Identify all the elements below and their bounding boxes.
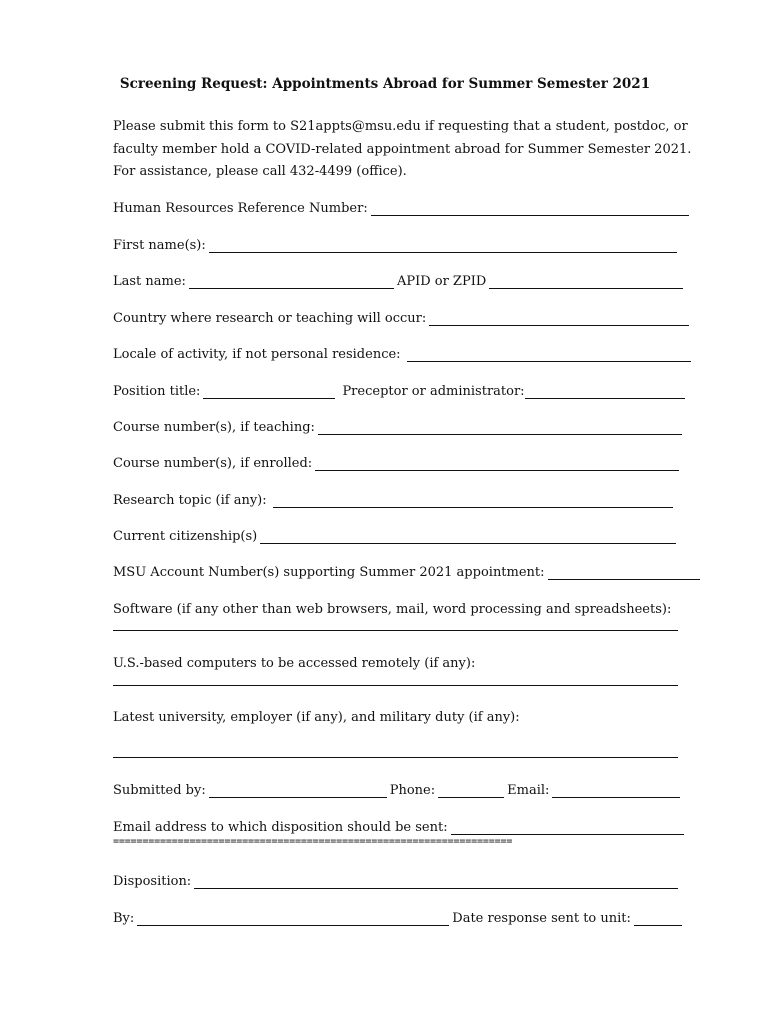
- apid-label: APID or ZPID: [396, 274, 487, 289]
- course-teaching-row: [113, 417, 685, 435]
- by-row: [113, 908, 685, 926]
- submitted-by-label: Submitted by:: [113, 783, 206, 798]
- position-title-field[interactable]: [203, 384, 335, 399]
- country-row: [113, 308, 692, 326]
- locale-field[interactable]: [407, 347, 691, 362]
- research-topic-row: [113, 490, 676, 508]
- country-label: Country where research or teaching will occur:: [113, 311, 427, 326]
- hr-reference-row: [113, 198, 692, 216]
- latest-label: Latest university, employer (if any), and military duty (if any):: [113, 710, 520, 725]
- us-computers-label: U.S.-based computers to be accessed remotely (if any):: [113, 656, 476, 671]
- research-topic-field[interactable]: [273, 493, 673, 508]
- position-title-label: Position title:: [113, 384, 201, 399]
- software-label: Software (if any other than web browsers, mail, word processing and spreadsheets):: [113, 602, 672, 617]
- course-enrolled-label: Course number(s), if enrolled:: [113, 456, 313, 471]
- citizenship-label: Current citizenship(s): [113, 529, 258, 544]
- us-computers-field[interactable]: [113, 685, 678, 686]
- first-name-field[interactable]: [209, 238, 677, 253]
- citizenship-field[interactable]: [260, 529, 676, 544]
- msu-account-label: MSU Account Number(s) supporting Summer 2021 appointment:: [113, 565, 545, 580]
- course-teaching-label: Course number(s), if teaching:: [113, 420, 315, 435]
- software-row: [113, 599, 671, 617]
- email-disposition-label: Email address to which disposition should be sent:: [113, 820, 448, 835]
- preceptor-label: Preceptor or administrator:: [342, 384, 525, 399]
- locale-row: [113, 344, 694, 362]
- intro-line-3: For assistance, please call 432-4499 (office).: [113, 164, 407, 179]
- course-teaching-field[interactable]: [318, 420, 682, 435]
- submitted-by-field[interactable]: [209, 783, 387, 798]
- citizenship-row: [113, 526, 679, 544]
- disposition-field[interactable]: [194, 874, 678, 889]
- locale-label: Locale of activity, if not personal residence:: [113, 347, 401, 362]
- date-response-label: Date response sent to unit:: [452, 911, 631, 926]
- apid-field[interactable]: [489, 274, 683, 289]
- msu-account-field[interactable]: [548, 565, 700, 580]
- email-label: Email:: [507, 783, 550, 798]
- last-name-row: [113, 271, 686, 289]
- intro-line-1: Please submit this form to S21appts@msu.edu if requesting that a student, postdoc, or: [113, 119, 688, 134]
- email-field[interactable]: [552, 783, 680, 798]
- hr-reference-field[interactable]: [371, 201, 689, 216]
- first-name-row: [113, 235, 680, 253]
- course-enrolled-row: [113, 453, 682, 471]
- latest-row: [113, 707, 520, 725]
- msu-account-row: [113, 562, 703, 580]
- submitted-row: [113, 780, 683, 798]
- phone-field[interactable]: [438, 783, 504, 798]
- first-name-label: First name(s):: [113, 238, 206, 253]
- research-topic-label: Research topic (if any):: [113, 493, 267, 508]
- by-label: By:: [113, 911, 135, 926]
- by-field[interactable]: [137, 911, 449, 926]
- disposition-row: [113, 871, 681, 889]
- intro-paragraph: [113, 116, 693, 184]
- disposition-label: Disposition:: [113, 874, 192, 889]
- software-field[interactable]: [113, 630, 678, 631]
- latest-field[interactable]: [113, 757, 678, 758]
- email-disposition-row: [113, 817, 687, 835]
- us-computers-row: [113, 653, 475, 671]
- hr-reference-label: Human Resources Reference Number:: [113, 201, 368, 216]
- separator-line: ====================================================================: [113, 836, 513, 847]
- preceptor-field[interactable]: [525, 384, 685, 399]
- date-response-field[interactable]: [634, 911, 682, 926]
- intro-line-2: faculty member hold a COVID-related appointment abroad for Summer Semester 2021.: [113, 141, 692, 157]
- form-title: Screening Request: Appointments Abroad for Summer Semester 2021: [119, 76, 651, 92]
- position-row: [113, 381, 688, 399]
- country-field[interactable]: [429, 311, 689, 326]
- phone-label: Phone:: [389, 783, 436, 798]
- course-enrolled-field[interactable]: [315, 456, 679, 471]
- last-name-label: Last name:: [113, 274, 186, 289]
- email-disposition-field[interactable]: [451, 820, 684, 835]
- last-name-field[interactable]: [189, 274, 394, 289]
